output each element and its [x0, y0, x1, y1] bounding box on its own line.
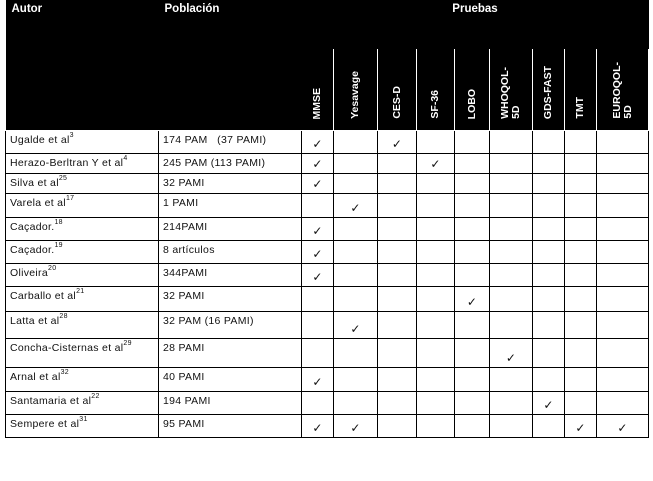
population-cell: 40 PAMI — [159, 368, 302, 392]
author-cell — [6, 174, 159, 194]
test-cell — [490, 287, 533, 312]
author-header: Autor — [6, 0, 159, 49]
test-cell — [378, 339, 417, 368]
test-cell — [533, 339, 565, 368]
test-cell — [533, 154, 565, 174]
population-cell: 194 PAMI — [159, 392, 302, 415]
test-cell — [334, 368, 378, 392]
reference-number: 17 — [65, 195, 75, 202]
test-cell — [533, 415, 565, 438]
test-cell — [302, 415, 334, 438]
author-cell — [6, 264, 159, 287]
test-cell — [565, 392, 597, 415]
author-name: Latta et al — [10, 315, 60, 327]
test-header — [417, 49, 455, 131]
author-cell — [6, 131, 159, 154]
studies-table-container — [5, 0, 649, 438]
reference-number: 19 — [54, 242, 63, 249]
population-cell: 32 PAMI — [159, 174, 302, 194]
test-cell — [334, 264, 378, 287]
test-cell — [490, 264, 533, 287]
check-mark-icon: ✓ — [543, 398, 554, 412]
table-row — [6, 339, 649, 368]
test-cell — [597, 415, 649, 438]
population-header-spacer — [159, 49, 302, 131]
test-header-label: LOBO — [465, 88, 478, 119]
table-row — [6, 174, 649, 194]
author-name: Ugalde et al — [10, 134, 70, 146]
check-mark-icon: ✓ — [312, 157, 323, 171]
test-cell — [302, 218, 334, 241]
test-cell — [597, 241, 649, 264]
test-cell — [533, 194, 565, 218]
test-header-label: GDS-FAST — [542, 65, 554, 119]
test-cell — [378, 241, 417, 264]
author-header-spacer — [6, 49, 159, 131]
test-cell — [597, 131, 649, 154]
test-header-label: MMSE — [311, 87, 323, 119]
test-cell — [378, 131, 417, 154]
reference-number: 22 — [91, 393, 100, 400]
author-name: Herazo-Berltran Y et al — [10, 157, 124, 169]
check-mark-icon: ✓ — [312, 375, 323, 389]
test-cell — [565, 241, 597, 264]
reference-number: 3 — [69, 132, 74, 139]
author-cell — [6, 339, 159, 368]
test-cell — [378, 392, 417, 415]
table-row — [6, 287, 649, 312]
test-cell — [533, 368, 565, 392]
test-cell — [597, 339, 649, 368]
test-cell — [490, 174, 533, 194]
check-mark-icon: ✓ — [312, 224, 323, 238]
test-cell — [455, 218, 490, 241]
test-cell — [334, 131, 378, 154]
population-header: Población — [159, 0, 302, 49]
check-mark-icon: ✓ — [430, 157, 441, 171]
test-cell — [490, 339, 533, 368]
check-mark-icon: ✓ — [312, 247, 323, 261]
test-cell — [533, 264, 565, 287]
header-row-tests — [6, 49, 649, 131]
test-header — [334, 49, 378, 131]
test-cell — [302, 154, 334, 174]
author-name: Sempere et al — [10, 418, 80, 430]
test-cell — [378, 174, 417, 194]
test-cell — [533, 287, 565, 312]
test-cell — [378, 264, 417, 287]
test-cell — [334, 154, 378, 174]
population-cell: 1 PAMI — [159, 194, 302, 218]
reference-number: 20 — [48, 265, 57, 272]
test-cell — [565, 174, 597, 194]
test-cell — [455, 264, 490, 287]
author-name: Varela et al — [10, 197, 66, 209]
test-cell — [490, 194, 533, 218]
table-row — [6, 368, 649, 392]
test-cell — [417, 174, 455, 194]
test-cell — [565, 154, 597, 174]
population-cell: 32 PAMI — [159, 287, 302, 312]
author-cell — [6, 312, 159, 339]
population-cell: 174 PAM (37 PAMI) — [159, 131, 302, 154]
header-row-top — [6, 0, 649, 49]
test-cell — [565, 287, 597, 312]
test-cell — [378, 368, 417, 392]
test-cell — [565, 368, 597, 392]
test-cell — [455, 131, 490, 154]
test-cell — [533, 312, 565, 339]
population-cell: 8 artículos — [159, 241, 302, 264]
author-cell — [6, 241, 159, 264]
test-cell — [334, 287, 378, 312]
test-cell — [417, 131, 455, 154]
test-cell — [334, 194, 378, 218]
check-mark-icon: ✓ — [312, 137, 323, 151]
test-cell — [455, 415, 490, 438]
author-cell — [6, 218, 159, 241]
population-cell: 95 PAMI — [159, 415, 302, 438]
check-mark-icon: ✓ — [617, 421, 628, 435]
test-header — [490, 49, 533, 131]
test-cell — [417, 415, 455, 438]
author-name: Carballo et al — [10, 290, 77, 302]
test-cell — [490, 415, 533, 438]
reference-number: 18 — [54, 219, 63, 226]
check-mark-icon: ✓ — [350, 322, 361, 336]
test-cell — [455, 174, 490, 194]
check-mark-icon: ✓ — [466, 295, 478, 309]
test-cell — [455, 339, 490, 368]
author-name: Oliveira — [10, 267, 48, 279]
population-cell: 32 PAM (16 PAMI) — [159, 312, 302, 339]
test-header — [378, 49, 417, 131]
test-cell — [597, 312, 649, 339]
population-cell: 245 PAM (113 PAMI) — [159, 154, 302, 174]
test-cell — [597, 218, 649, 241]
author-cell — [6, 287, 159, 312]
test-cell — [533, 218, 565, 241]
test-cell — [417, 339, 455, 368]
check-mark-icon: ✓ — [350, 201, 361, 215]
author-cell — [6, 392, 159, 415]
test-cell — [565, 415, 597, 438]
test-cell — [334, 312, 378, 339]
test-cell — [597, 287, 649, 312]
test-cell — [378, 312, 417, 339]
check-mark-icon: ✓ — [312, 421, 323, 435]
test-cell — [334, 241, 378, 264]
test-cell — [417, 312, 455, 339]
table-row — [6, 241, 649, 264]
reference-number: 21 — [76, 288, 85, 295]
test-cell — [455, 392, 490, 415]
table-row — [6, 131, 649, 154]
test-cell — [417, 368, 455, 392]
test-cell — [597, 154, 649, 174]
reference-number: 32 — [60, 369, 69, 376]
test-cell — [334, 392, 378, 415]
population-cell: 214PAMI — [159, 218, 302, 241]
test-cell — [417, 264, 455, 287]
test-header — [565, 49, 597, 131]
test-cell — [417, 392, 455, 415]
author-cell — [6, 415, 159, 438]
table-row — [6, 312, 649, 339]
test-cell — [378, 287, 417, 312]
test-cell — [455, 312, 490, 339]
test-cell — [302, 131, 334, 154]
author-cell — [6, 194, 159, 218]
test-cell — [490, 392, 533, 415]
test-cell — [490, 218, 533, 241]
author-name: Silva et al — [10, 177, 59, 189]
test-header-label: EUROQOL- 5D — [610, 62, 634, 119]
population-cell: 344PAMI — [159, 264, 302, 287]
check-mark-icon: ✓ — [312, 177, 323, 191]
test-cell — [490, 154, 533, 174]
test-cell — [597, 392, 649, 415]
test-cell — [302, 241, 334, 264]
test-cell — [490, 312, 533, 339]
test-cell — [565, 218, 597, 241]
table-row — [6, 218, 649, 241]
test-cell — [417, 154, 455, 174]
table-body — [6, 131, 649, 438]
table-row — [6, 154, 649, 174]
test-cell — [302, 174, 334, 194]
test-header — [597, 49, 649, 131]
reference-number: 25 — [58, 175, 68, 182]
test-cell — [597, 174, 649, 194]
test-cell — [455, 194, 490, 218]
test-cell — [455, 241, 490, 264]
test-cell — [455, 287, 490, 312]
test-cell — [334, 218, 378, 241]
tests-group-header: Pruebas — [302, 0, 649, 49]
test-cell — [302, 194, 334, 218]
reference-number: 29 — [123, 340, 132, 347]
test-cell — [378, 218, 417, 241]
test-cell — [597, 264, 649, 287]
test-cell — [334, 415, 378, 438]
test-header-label: CES-D — [390, 86, 403, 119]
table-row — [6, 264, 649, 287]
test-cell — [597, 368, 649, 392]
test-cell — [455, 368, 490, 392]
author-name: Arnal et al — [10, 371, 61, 383]
test-cell — [334, 339, 378, 368]
author-cell — [6, 154, 159, 174]
reference-number: 31 — [79, 416, 88, 423]
test-cell — [334, 174, 378, 194]
table-row — [6, 392, 649, 415]
check-mark-icon: ✓ — [350, 421, 361, 435]
test-cell — [302, 339, 334, 368]
table-row — [6, 194, 649, 218]
test-cell — [565, 264, 597, 287]
test-cell — [378, 154, 417, 174]
test-cell — [455, 154, 490, 174]
test-cell — [533, 392, 565, 415]
test-cell — [417, 241, 455, 264]
test-cell — [565, 312, 597, 339]
test-header — [302, 49, 334, 131]
test-header-label: Yesavage — [349, 71, 361, 119]
test-cell — [378, 194, 417, 218]
test-cell — [378, 415, 417, 438]
test-header-label: WHOQOL- 5D — [499, 67, 522, 119]
test-cell — [597, 194, 649, 218]
test-cell — [417, 287, 455, 312]
table-row — [6, 415, 649, 438]
author-cell — [6, 368, 159, 392]
test-cell — [565, 194, 597, 218]
test-cell — [490, 368, 533, 392]
population-cell: 28 PAMI — [159, 339, 302, 368]
check-mark-icon: ✓ — [575, 421, 586, 435]
test-cell — [565, 131, 597, 154]
test-cell — [302, 312, 334, 339]
test-cell — [490, 131, 533, 154]
check-mark-icon: ✓ — [312, 270, 323, 284]
test-header — [455, 49, 490, 131]
check-mark-icon: ✓ — [505, 351, 517, 365]
test-cell — [533, 174, 565, 194]
studies-table — [5, 0, 649, 438]
test-cell — [490, 241, 533, 264]
author-name: Caçador. — [10, 221, 55, 233]
author-name: Santamaria et al — [10, 395, 92, 407]
test-cell — [302, 368, 334, 392]
author-name: Concha-Cisternas et al — [10, 342, 124, 354]
reference-number: 28 — [59, 313, 68, 320]
reference-number: 4 — [123, 155, 128, 162]
test-cell — [417, 218, 455, 241]
test-header-label: SF-36 — [429, 90, 441, 119]
check-mark-icon: ✓ — [391, 137, 403, 151]
test-cell — [302, 392, 334, 415]
test-header-label: TMT — [574, 97, 586, 119]
test-cell — [565, 339, 597, 368]
test-cell — [302, 287, 334, 312]
test-cell — [417, 194, 455, 218]
test-cell — [533, 241, 565, 264]
author-name: Caçador. — [10, 244, 55, 256]
test-header — [533, 49, 565, 131]
test-cell — [533, 131, 565, 154]
test-cell — [302, 264, 334, 287]
